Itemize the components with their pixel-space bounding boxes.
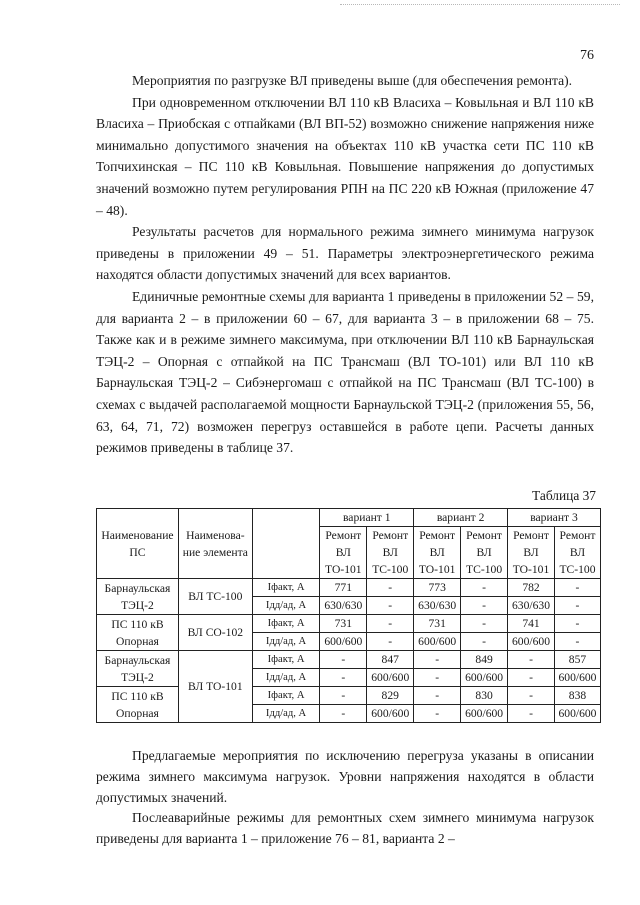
subheader: Ремонт ВЛ ТО-101	[508, 527, 555, 579]
subheader: Ремонт ВЛ ТС-100	[367, 527, 414, 579]
value-cell: -	[554, 579, 600, 597]
value-cell: 600/600	[414, 633, 461, 651]
value-cell: 600/600	[367, 705, 414, 723]
station-cell: ПС 110 кВ Опорная	[97, 687, 179, 723]
page-number: 76	[580, 48, 594, 63]
value-cell: -	[320, 705, 367, 723]
value-cell: -	[461, 579, 508, 597]
value-cell: -	[367, 597, 414, 615]
header-variant-1: вариант 1	[320, 509, 414, 527]
value-cell: -	[367, 615, 414, 633]
value-cell: -	[320, 687, 367, 705]
header-variant-2: вариант 2	[414, 509, 508, 527]
table-row	[97, 579, 601, 597]
value-cell: -	[320, 669, 367, 687]
value-cell: -	[320, 651, 367, 669]
value-cell: -	[508, 651, 555, 669]
value-cell: -	[414, 705, 461, 723]
value-cell: 630/630	[508, 597, 555, 615]
param-cell: Iдд/ад, А	[252, 633, 320, 651]
value-cell: 630/630	[320, 597, 367, 615]
param-cell: Iфакт, А	[252, 615, 320, 633]
value-cell: -	[461, 597, 508, 615]
value-cell: -	[367, 579, 414, 597]
value-cell: 857	[554, 651, 600, 669]
value-cell: 600/600	[461, 705, 508, 723]
value-cell: 600/600	[367, 669, 414, 687]
param-cell: Iфакт, А	[252, 651, 320, 669]
param-cell: Iфакт, А	[252, 579, 320, 597]
station-cell: Барнаульская ТЭЦ-2	[97, 651, 179, 687]
paragraph: Мероприятия по разгрузке ВЛ приведены выше (для обеспечения ремонта).	[132, 73, 573, 88]
header-variant-3: вариант 3	[508, 509, 601, 527]
value-cell: 741	[508, 615, 555, 633]
value-cell: 731	[320, 615, 367, 633]
paragraph: При одновременном отключении ВЛ 110 кВ Власиха – Ковыльная и ВЛ 110 кВ Власиха – Приобская с отпайками (ВЛ ВП-52) возможно снижение напряжения ниже минимально допустимого значения на объектах 110 кВ участка сети ПС 110 кВ Топчихинская – ПС 110 кВ Ковыльная. Повышение напряжения до допустимых значений возможно путем регулирования РПН на ПС 220 кВ Южная (приложение 47 – 48).	[96, 94, 594, 218]
header-param	[252, 509, 320, 579]
value-cell: 600/600	[461, 669, 508, 687]
station-cell: Барнаульская ТЭЦ-2	[97, 579, 179, 615]
value-cell: 731	[414, 615, 461, 633]
value-cell: 630/630	[414, 597, 461, 615]
table-row	[97, 651, 601, 669]
element-cell: ВЛ СО-102	[178, 615, 252, 651]
paragraph: Послеаварийные режимы для ремонтных схем зимнего минимума нагрузок приведены для варианта 1 – приложение 76 – 81, варианта 2 –	[96, 810, 594, 847]
value-cell: 849	[461, 651, 508, 669]
value-cell: -	[461, 633, 508, 651]
param-cell: Iдд/ад, А	[252, 705, 320, 723]
scan-artifact	[340, 4, 620, 11]
param-cell: Iфакт, А	[252, 687, 320, 705]
element-cell: ВЛ ТС-100	[178, 579, 252, 615]
station-cell: ПС 110 кВ Опорная	[97, 615, 179, 651]
value-cell: 600/600	[554, 705, 600, 723]
value-cell: 847	[367, 651, 414, 669]
subheader: Ремонт ВЛ ТС-100	[461, 527, 508, 579]
header-element: Наименова-ние элемента	[178, 509, 252, 579]
value-cell: 600/600	[320, 633, 367, 651]
value-cell: 773	[414, 579, 461, 597]
value-cell: -	[508, 669, 555, 687]
value-cell: 830	[461, 687, 508, 705]
value-cell: 829	[367, 687, 414, 705]
header-station: Наименование ПС	[97, 509, 179, 579]
value-cell: -	[554, 615, 600, 633]
paragraph: Единичные ремонтные схемы для варианта 1 приведены в приложении 52 – 59, для варианта 2 – в приложении 60 – 67, для варианта 3 – в приложении 68 – 75. Также как и в режиме зимнего максимума, при отключении ВЛ 110 кВ Барнаульская ТЭЦ-2 – Опорная с отпайкой на ПС Трансмаш (ВЛ ТО-101) или ВЛ 110 кВ Барнаульская ТЭЦ-2 – Сибэнергомаш с отпайкой на ПС Трансмаш (ВЛ ТС-100) в схемах с выдачей располагаемой мощности Барнаульской ТЭЦ-2 (приложения 55, 56, 63, 64, 71, 72) возможен перегруз оставшейся в работе цепи. Расчеты данных режимов приведены в таблице 37.	[96, 288, 594, 456]
paragraph: Результаты расчетов для нормального режима зимнего минимума нагрузок приведены в приложении 49 – 51. Параметры электроэнергетического режима находятся области допустимых значений для всех вариантов.	[96, 224, 594, 283]
subheader: Ремонт ВЛ ТС-100	[554, 527, 600, 579]
param-cell: Iдд/ад, А	[252, 669, 320, 687]
table-caption: Таблица 37	[532, 488, 596, 503]
value-cell: 600/600	[508, 633, 555, 651]
param-cell: Iдд/ад, А	[252, 597, 320, 615]
value-cell: -	[508, 687, 555, 705]
value-cell: -	[367, 633, 414, 651]
value-cell: -	[414, 669, 461, 687]
subheader: Ремонт ВЛ ТО-101	[320, 527, 367, 579]
body-text-top	[96, 70, 594, 459]
value-cell: 782	[508, 579, 555, 597]
value-cell: -	[508, 705, 555, 723]
value-cell: -	[554, 597, 600, 615]
table-row	[97, 687, 601, 705]
value-cell: -	[414, 651, 461, 669]
body-text-bottom	[96, 746, 594, 850]
value-cell: -	[554, 633, 600, 651]
table-row	[97, 615, 601, 633]
data-table	[96, 508, 601, 723]
paragraph: Предлагаемые мероприятия по исключению перегруза указаны в описании режима зимнего максимума нагрузок. Уровни напряжения находятся в области допустимых значений.	[96, 748, 594, 805]
element-cell: ВЛ ТО-101	[178, 651, 252, 723]
value-cell: 771	[320, 579, 367, 597]
value-cell: -	[414, 687, 461, 705]
value-cell: 838	[554, 687, 600, 705]
value-cell: -	[461, 615, 508, 633]
subheader: Ремонт ВЛ ТО-101	[414, 527, 461, 579]
value-cell: 600/600	[554, 669, 600, 687]
